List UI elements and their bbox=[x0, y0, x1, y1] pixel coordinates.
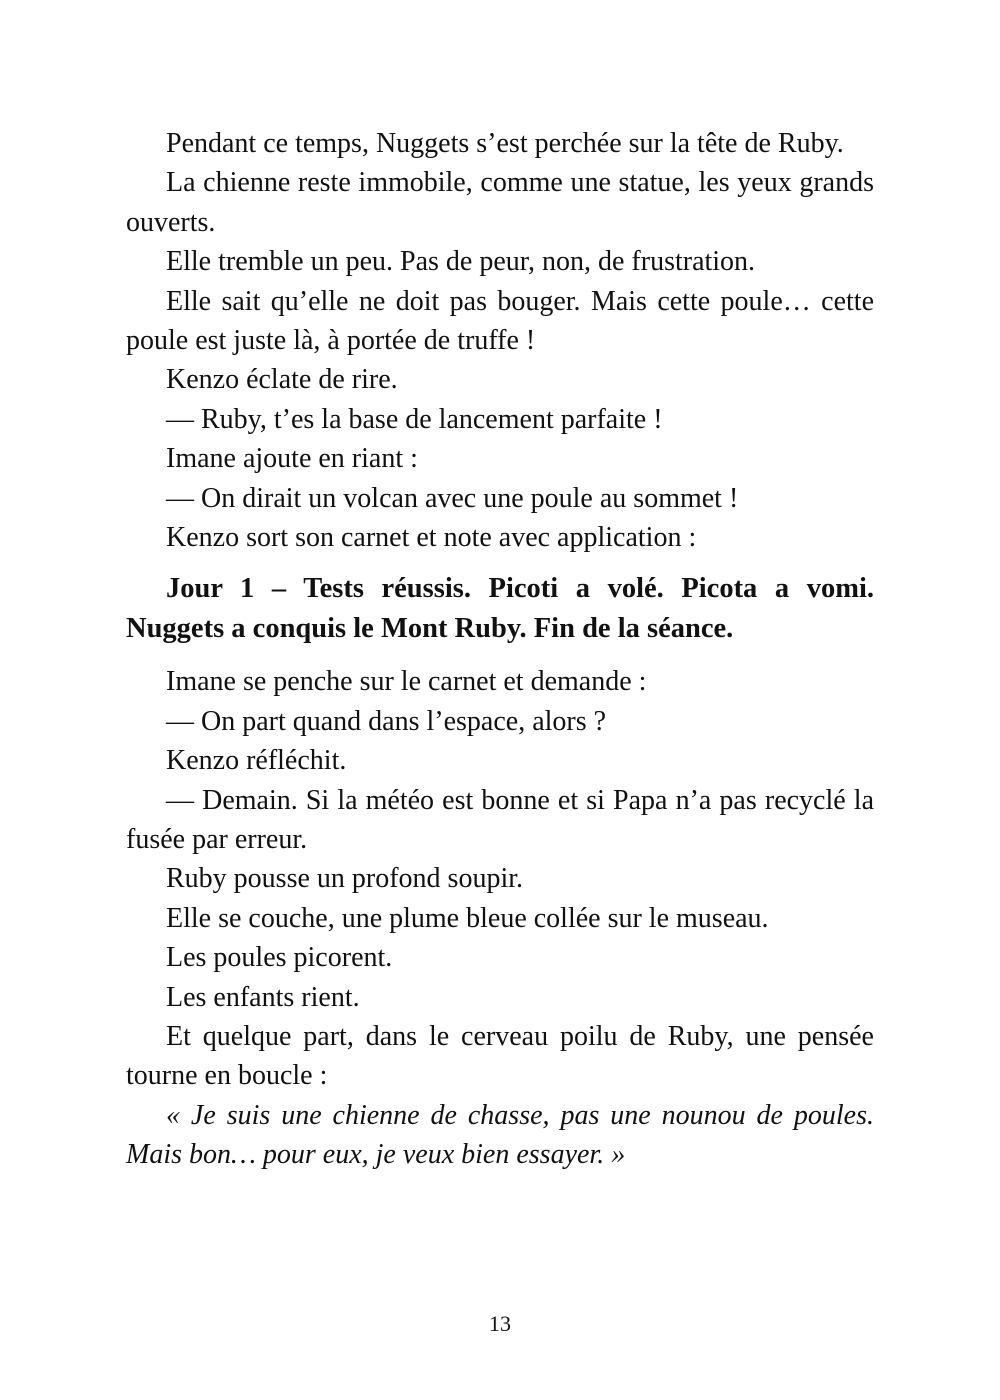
paragraph: Kenzo réfléchit. bbox=[166, 745, 347, 777]
closing-thought: « Je suis une chienne de chasse, pas une nounou de poules. Mais bon… pour eux, je veux bien essayer. » bbox=[126, 1099, 874, 1171]
notebook-entry: Jour 1 – Tests réussis. Picoti a volé. Picota a vomi. Nuggets a conquis le Mont Ruby. Fin de la séance. bbox=[126, 573, 874, 644]
paragraph: Imane se penche sur le carnet et demande : bbox=[166, 666, 647, 698]
page-number: 13 bbox=[489, 1311, 511, 1336]
paragraph: Imane ajoute en riant : bbox=[166, 443, 418, 475]
paragraph: Kenzo éclate de rire. bbox=[166, 364, 398, 396]
dialogue-line: — On dirait un volcan avec une poule au sommet ! bbox=[166, 482, 739, 514]
paragraph: Les enfants rient. bbox=[166, 981, 360, 1013]
paragraph: Et quelque part, dans le cerveau poilu de Ruby, une pensée tourne en boucle : bbox=[126, 1020, 874, 1092]
paragraph: Kenzo sort son carnet et note avec application : bbox=[166, 522, 697, 554]
paragraph: Elle se couche, une plume bleue collée sur le museau. bbox=[166, 902, 769, 934]
paragraph: Elle sait qu’elle ne doit pas bouger. Mais cette poule… cette poule est juste là, à portée de truffe ! bbox=[126, 285, 874, 357]
paragraph: Elle tremble un peu. Pas de peur, non, de frustration. bbox=[166, 246, 756, 278]
dialogue-line: — Demain. Si la météo est bonne et si Papa n’a pas recyclé la fusée par erreur. bbox=[126, 784, 874, 855]
paragraph: La chienne reste immobile, comme une statue, les yeux grands ouverts. bbox=[126, 167, 874, 238]
paragraph: Les poules picorent. bbox=[166, 942, 393, 974]
dialogue-line: — Ruby, t’es la base de lancement parfaite ! bbox=[166, 403, 663, 435]
dialogue-line: — On part quand dans l’espace, alors ? bbox=[166, 705, 607, 737]
text-after bbox=[126, 662, 874, 1174]
paragraph: Pendant ce temps, Nuggets s’est perchée sur la tête de Ruby. bbox=[166, 128, 844, 159]
paragraph: Ruby pousse un profond soupir. bbox=[166, 863, 523, 895]
page-body bbox=[126, 124, 874, 1175]
text-before bbox=[126, 124, 874, 557]
